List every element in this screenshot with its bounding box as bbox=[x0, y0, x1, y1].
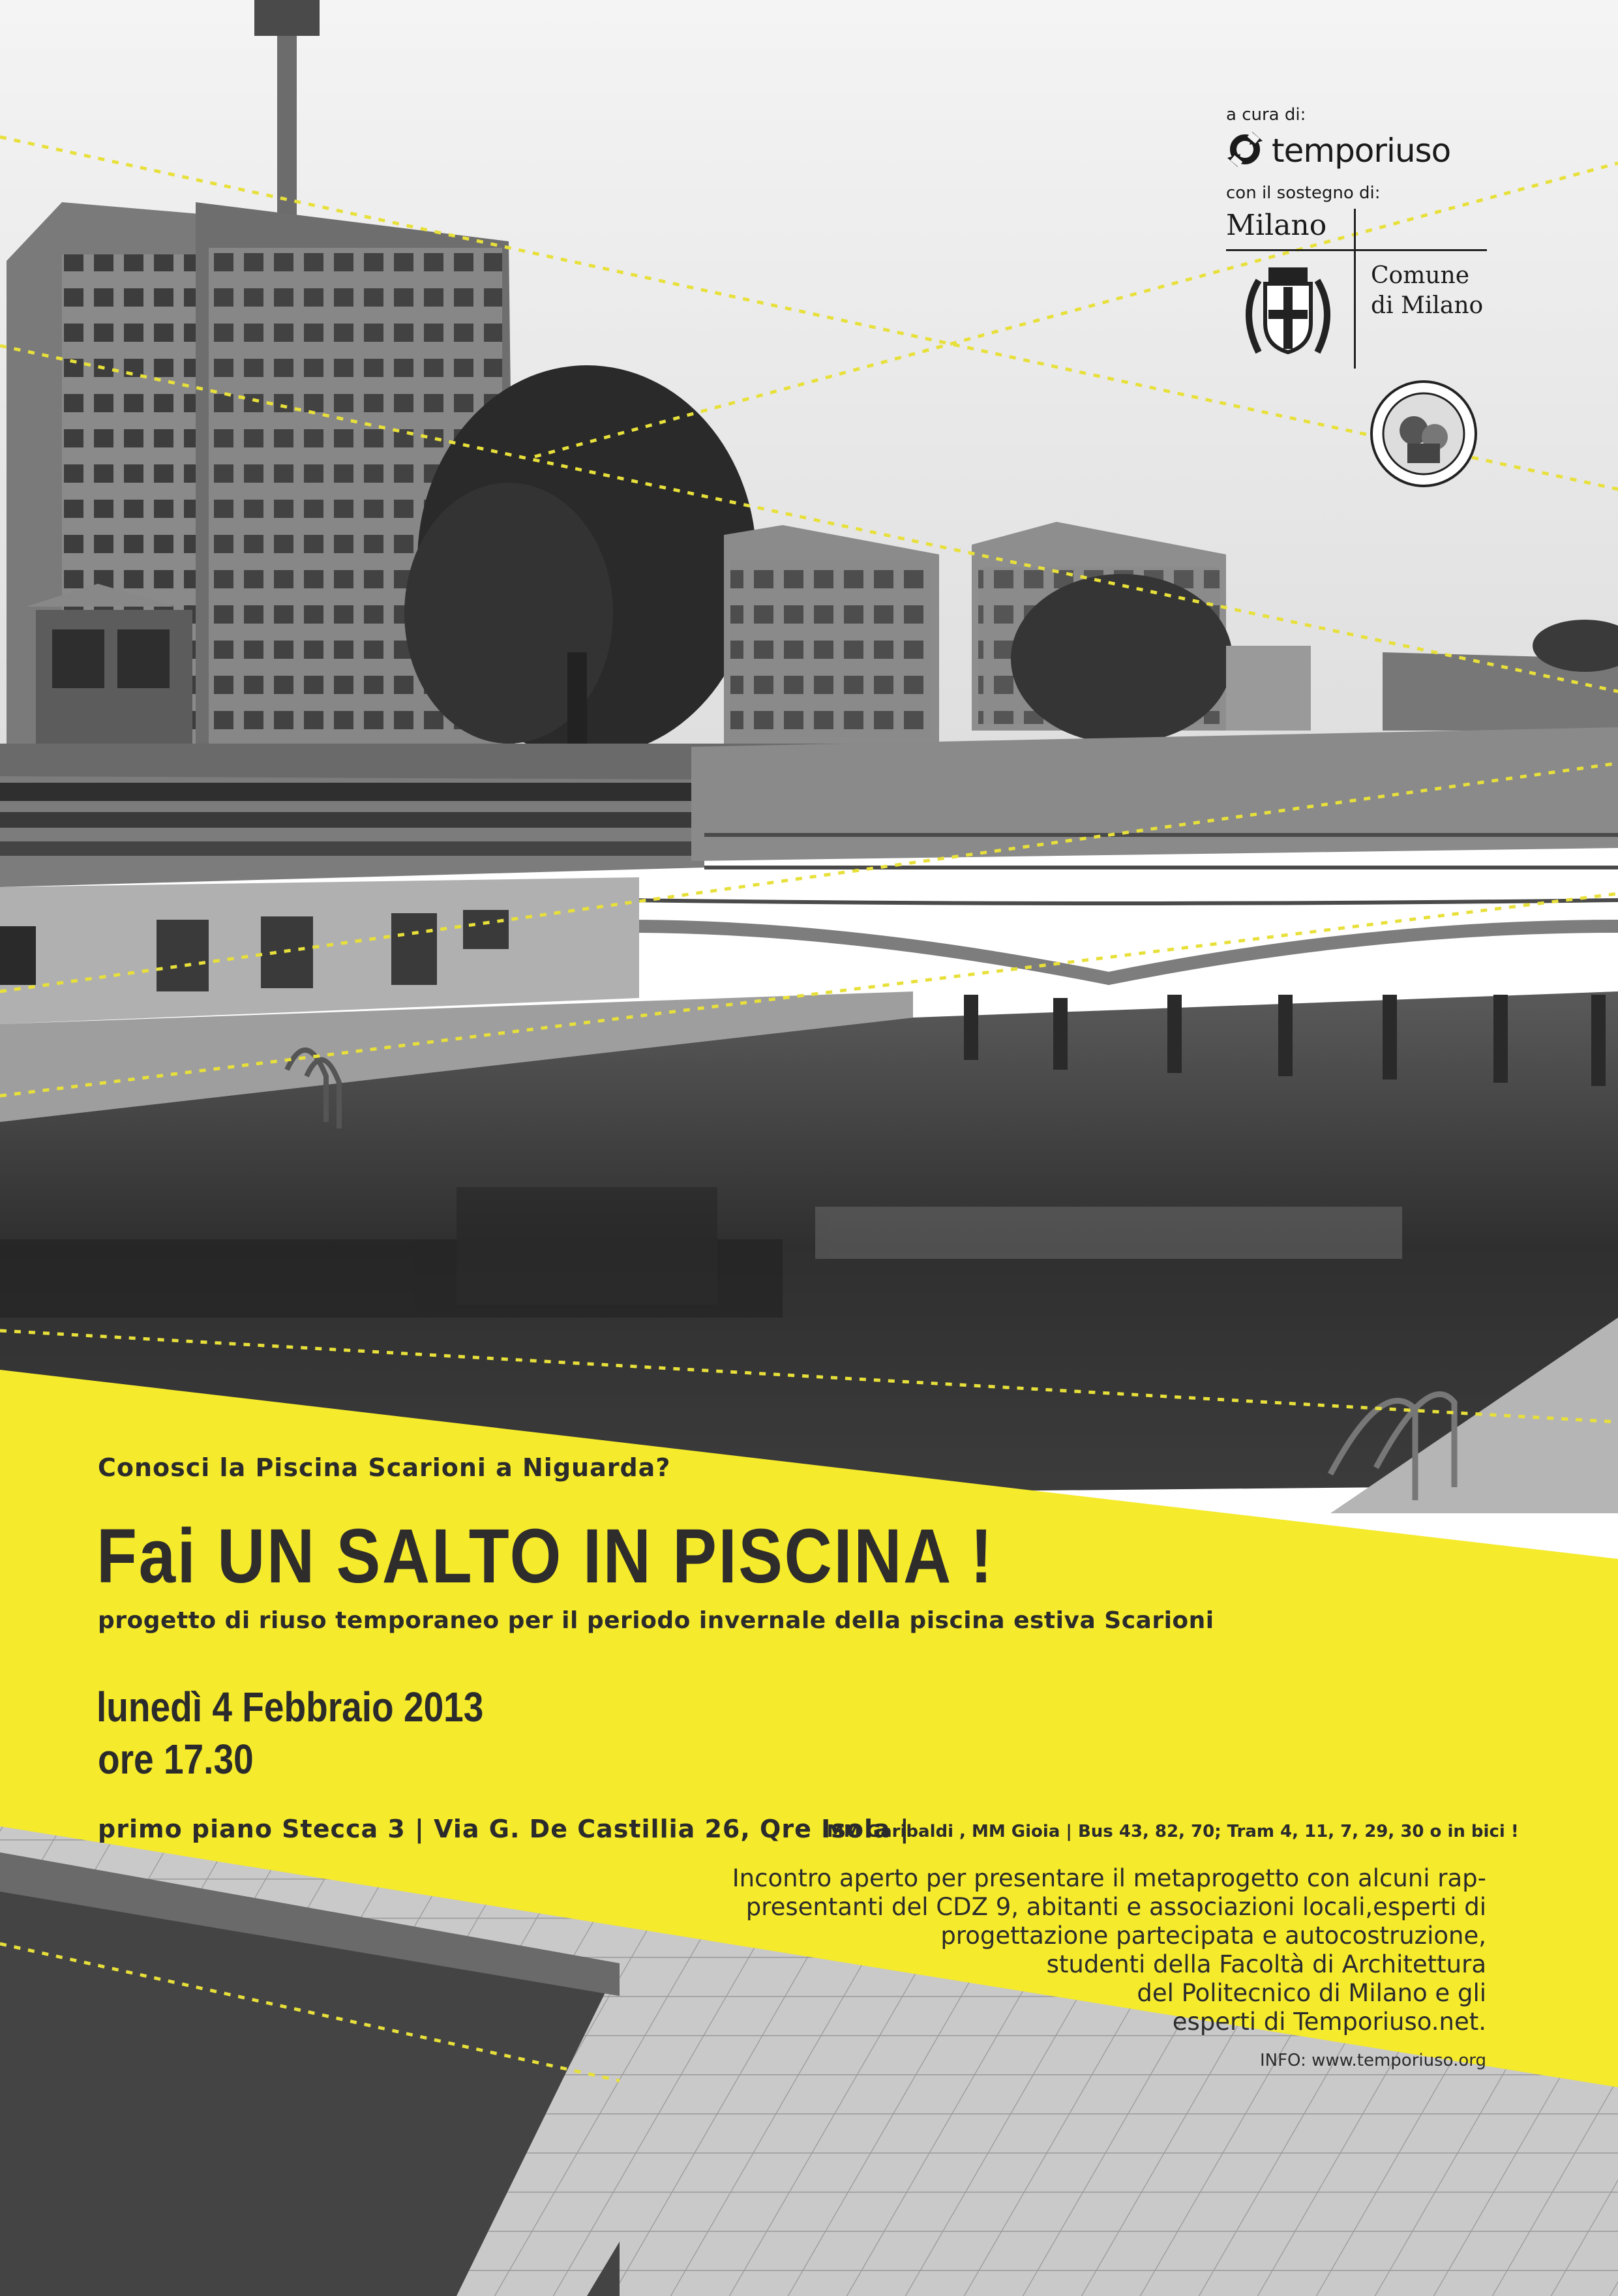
description-line: Incontro aperto per presentare il metaprogetto con alcuni rap- bbox=[732, 1864, 1486, 1892]
event-subtitle: progetto di riuso temporaneo per il periodo invernale della piscina estiva Scarioni bbox=[98, 1607, 1214, 1634]
description-line: presentanti del CDZ 9, abitanti e associazioni locali,esperti di bbox=[745, 1893, 1486, 1921]
description-line: del Politecnico di Milano e gli bbox=[1137, 1979, 1486, 2007]
description-line: studenti della Facoltà di Architettura bbox=[1046, 1950, 1486, 1978]
support-label: con il sostegno di: bbox=[1226, 183, 1381, 203]
municipality-name: Comune di Milano bbox=[1371, 262, 1484, 319]
curated-by-label: a cura di: bbox=[1226, 105, 1306, 125]
event-date: lunedì 4 Febbraio 2013 bbox=[97, 1684, 484, 1730]
event-time: ore 17.30 bbox=[98, 1736, 254, 1783]
description-line: progettazione partecipata e autocostruzione, bbox=[940, 1922, 1486, 1950]
event-address: primo piano Stecca 3 | Via G. De Castillia 26, Qre Isola | bbox=[98, 1815, 910, 1843]
transport-info: MM Garibaldi , MM Gioia | Bus 43, 82, 70; Tram 4, 11, 7, 29, 30 o in bici ! bbox=[827, 1822, 1519, 1841]
info-link[interactable]: INFO: www.temporiuso.org bbox=[1259, 2051, 1486, 2070]
event-description bbox=[638, 1864, 1486, 2036]
description-line: esperti di Temporiuso.net. bbox=[1172, 2008, 1486, 2036]
curator-name: temporiuso bbox=[1272, 132, 1451, 170]
intro-question: Conosci la Piscina Scarioni a Niguarda? bbox=[98, 1453, 671, 1482]
city-name: Milano bbox=[1226, 209, 1327, 242]
event-headline: Fai UN SALTO IN PISCINA ! bbox=[97, 1513, 995, 1599]
